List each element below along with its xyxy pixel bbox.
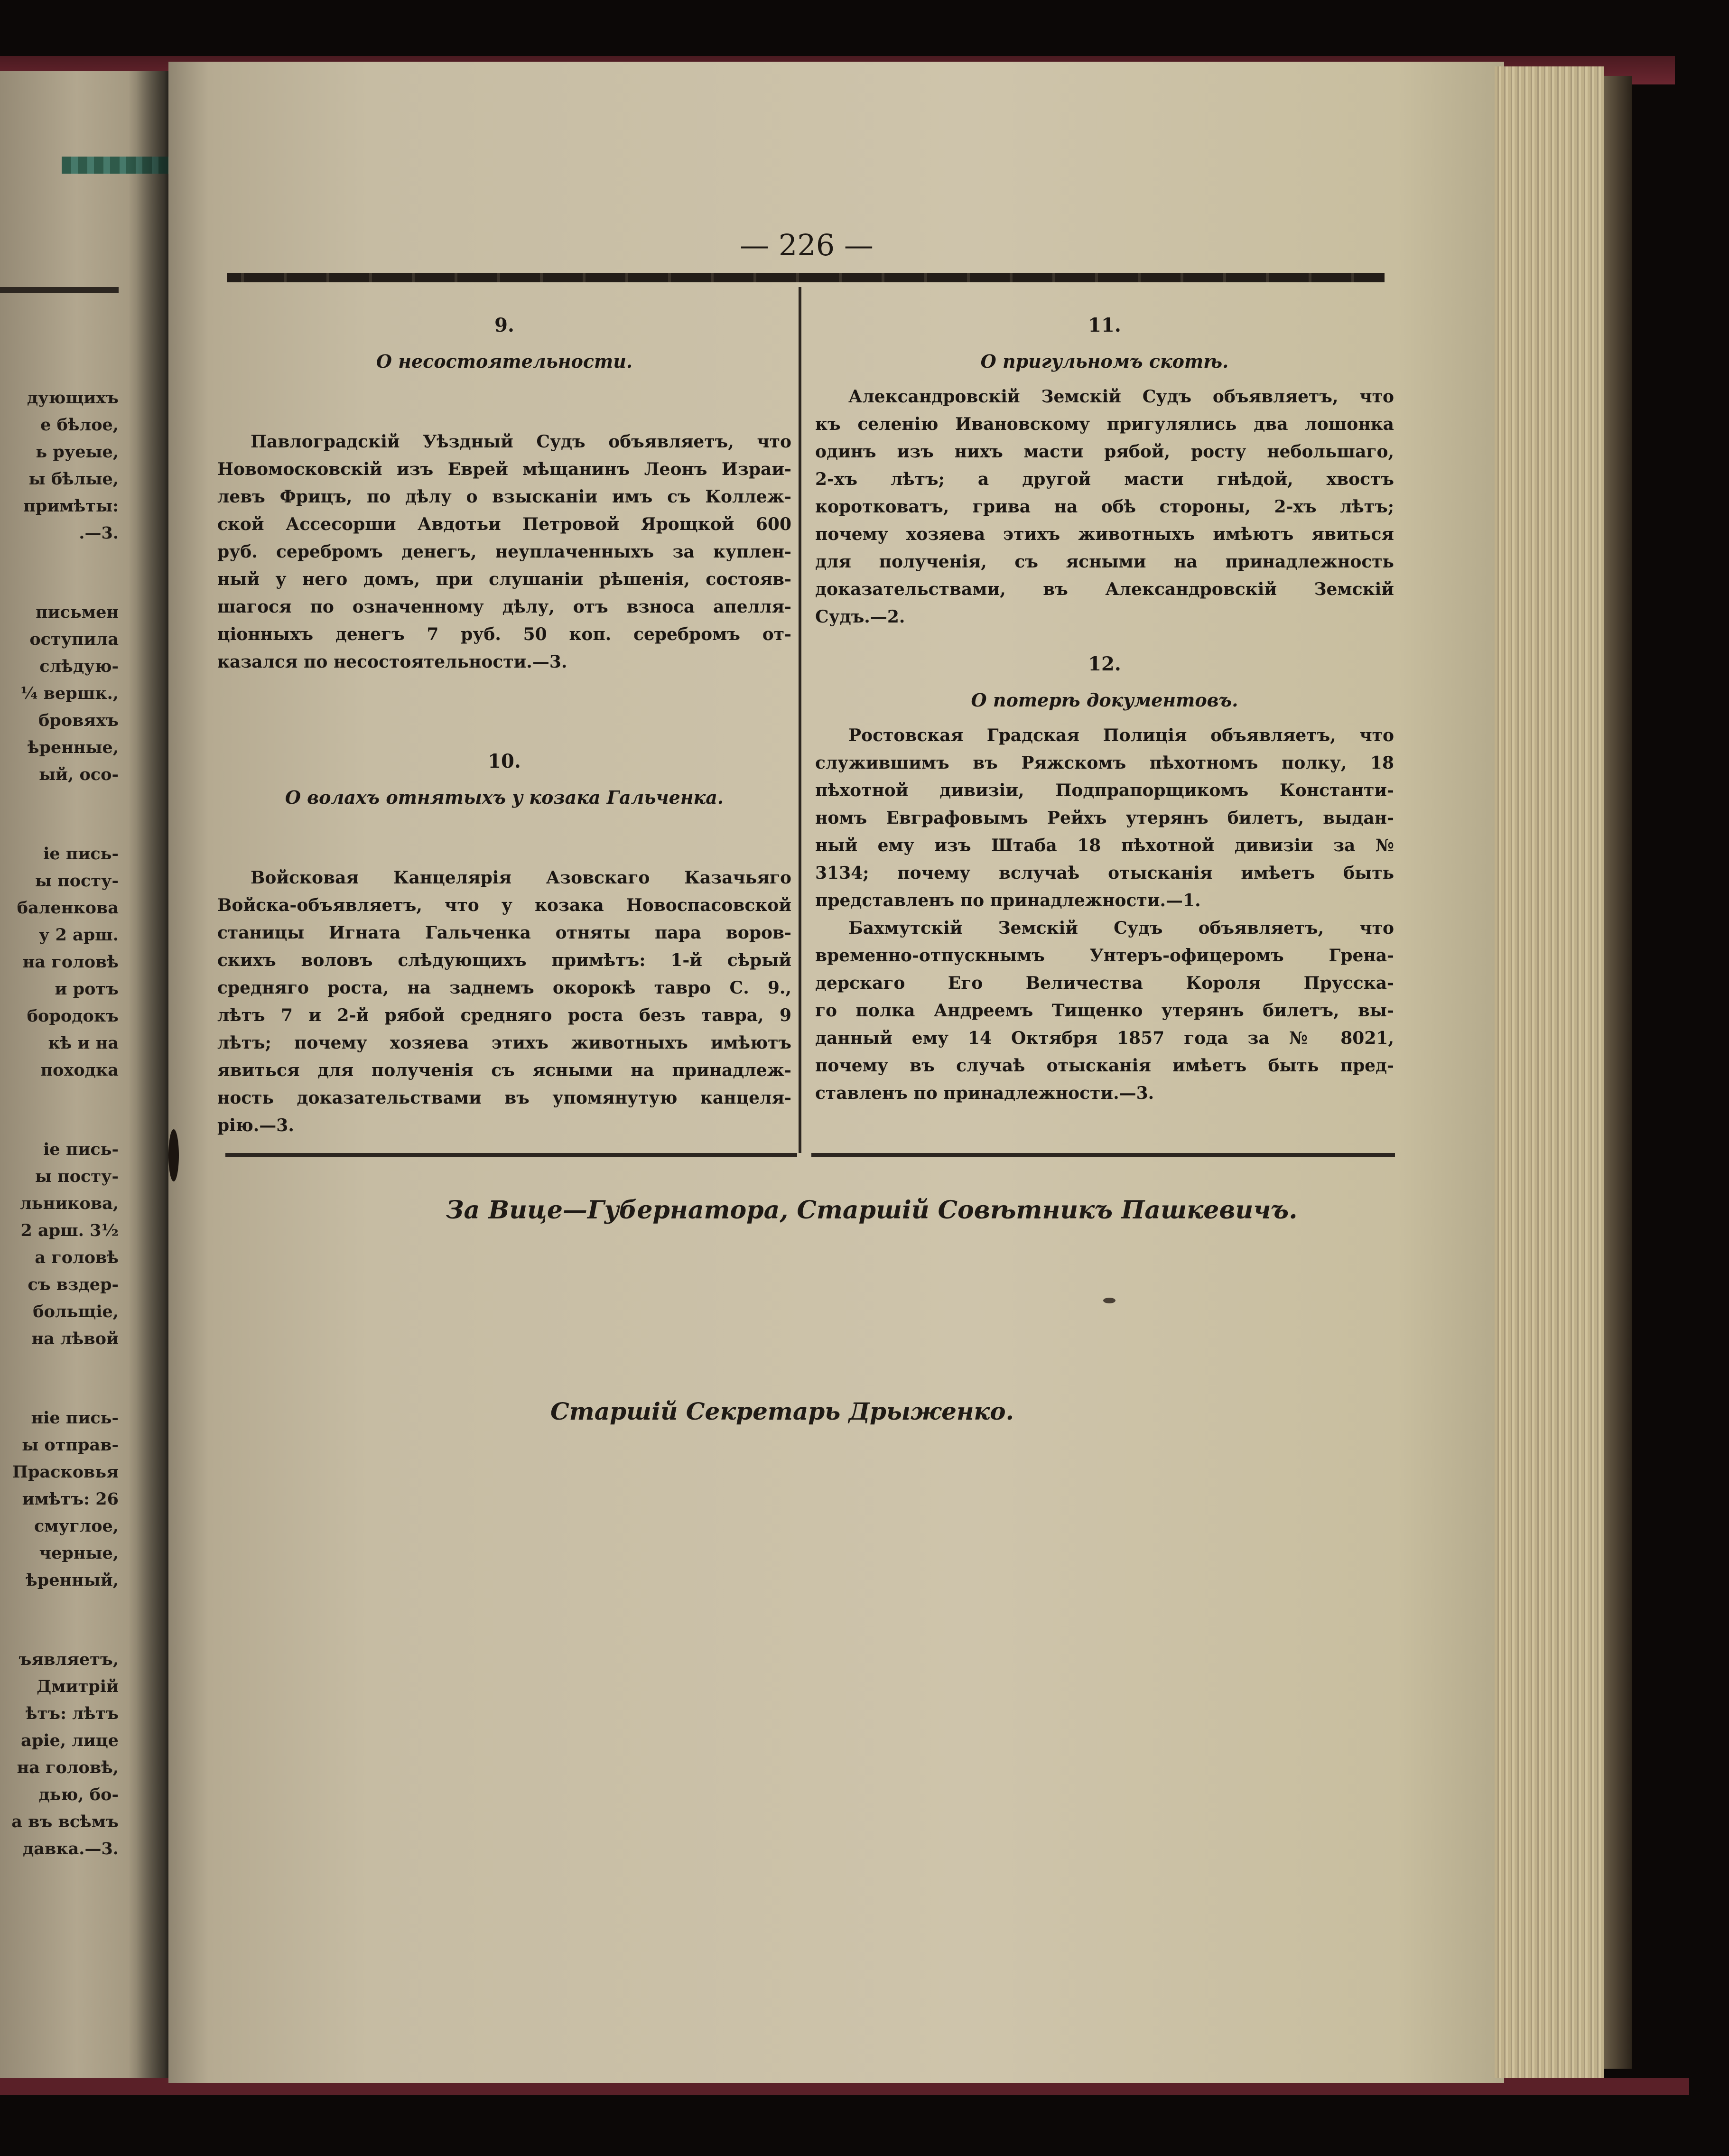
paragraph-gap <box>0 1084 119 1136</box>
text-line: Войсковая Канцелярія Азовскаго Казачьяго <box>251 868 791 888</box>
left-page-line: на лѣвой <box>31 1329 119 1348</box>
left-page-line: а головѣ <box>35 1248 119 1267</box>
left-page-line: іе пись- <box>43 1140 119 1159</box>
left-page-line: ніе пись- <box>31 1408 119 1428</box>
text-line: го полка Андреемъ Тищенко утерянъ билетъ, вы- <box>815 1001 1394 1021</box>
left-page-line: ы посту- <box>35 871 119 891</box>
left-column <box>217 311 791 1139</box>
left-page-line: дью, бо- <box>38 1785 119 1804</box>
section-11-text <box>815 383 1394 631</box>
text-line: ціонныхъ денегъ 7 руб. 50 коп. серебромъ от- <box>217 624 791 644</box>
left-page-line: ъявляетъ, <box>19 1650 119 1669</box>
header-rule <box>227 273 1385 282</box>
left-page-line: Прасковья <box>12 1462 119 1482</box>
text-line: скихъ воловъ слѣдующихъ примѣтъ: 1-й сѣрый <box>217 950 791 970</box>
paragraph-gap <box>0 788 119 840</box>
left-page-line: ѣренные, <box>27 738 119 757</box>
text-line: доказательствами, въ Александровскій Земскій <box>815 579 1394 599</box>
text-line: одинъ изъ нихъ масти рябой, росту небольшаго, <box>815 442 1394 462</box>
left-page-line: черные, <box>39 1543 119 1563</box>
left-page-line: больщіе, <box>33 1302 119 1321</box>
left-page-line: примѣты: <box>23 496 119 516</box>
text-line: дерскаго Его Величества Короля Прусска- <box>815 973 1394 993</box>
left-page-line: ѣтъ: лѣтъ <box>25 1704 119 1723</box>
text-line: казался по несостоятельности.—3. <box>217 652 567 672</box>
text-line: средняго роста, на заднемъ окорокѣ тавро С. 9., <box>217 978 791 998</box>
text-line: представленъ по принадлежности.—1. <box>815 891 1201 911</box>
ink-spot <box>1103 1298 1115 1303</box>
text-line: пѣхотной дивизіи, Подпрапорщикомъ Константи- <box>815 781 1394 800</box>
text-line: 2-хъ лѣтъ; а другой масти гнѣдой, хвостъ <box>815 469 1394 489</box>
text-line: руб. серебромъ денегъ, неуплаченныхъ за куплен- <box>217 542 791 562</box>
left-page-line: давка.—3. <box>22 1839 119 1859</box>
text-line: къ селенію Ивановскому пригулялись два лошонка <box>815 414 1394 434</box>
left-page-line: оступила <box>29 630 119 649</box>
secretary-signature: Старшій Секретарь Дрыженко. <box>550 1397 1014 1425</box>
left-page-line: а въ всѣмъ <box>11 1812 119 1831</box>
section-number: 10. <box>488 750 521 772</box>
left-page-line: смуглое, <box>34 1516 119 1536</box>
text-line: Ростовская Градская Полиція объявляетъ, что <box>848 725 1394 745</box>
page-number: — 226 — <box>740 228 874 262</box>
left-page-line: ы посту- <box>35 1167 119 1186</box>
text-line: шагося по означенному дѣлу, отъ взноса апелля- <box>217 597 791 617</box>
left-page-line: письмен <box>36 603 119 622</box>
left-page-line: кѣ и на <box>48 1033 119 1053</box>
bottom-rule-left <box>225 1153 797 1157</box>
section-9-text <box>217 428 791 676</box>
text-line: Павлоградскій Уѣздный Судъ объявляетъ, что <box>251 432 791 452</box>
left-page-line: имѣтъ: 26 <box>22 1489 119 1509</box>
text-line: почему въ случаѣ отысканія имѣетъ быть пред- <box>815 1056 1394 1076</box>
section-number: 12. <box>1088 653 1121 675</box>
left-page-line: .—3. <box>79 523 119 543</box>
left-page-line: слѣдую- <box>39 657 119 676</box>
text-line: станицы Игната Гальченка отняты пара воров- <box>217 923 791 943</box>
text-line: ный ему изъ Штаба 18 пѣхотной дивизіи за № <box>815 836 1394 855</box>
right-column <box>815 311 1394 1107</box>
section-title: О пригульномъ скотѣ. <box>980 351 1229 372</box>
left-page-line: дующихъ <box>27 388 119 408</box>
text-line: для полученія, съ ясными на принадлежность <box>815 552 1394 572</box>
left-page-shadow <box>128 71 171 2078</box>
left-page-line: ый, осо- <box>39 765 119 784</box>
left-page-line: ы бѣлые, <box>28 469 119 489</box>
text-line: левъ Фрицъ, по дѣлу о взысканіи имъ съ Коллеж- <box>217 487 791 507</box>
section-12-text-1 <box>815 722 1394 914</box>
left-page-line: льникова, <box>20 1194 119 1213</box>
text-line: служившимъ въ Ряжскомъ пѣхотномъ полку, 18 <box>815 753 1394 773</box>
text-line: ставленъ по принадлежности.—3. <box>815 1083 1154 1103</box>
section-number: 9. <box>494 314 514 336</box>
text-line: 3134; почему вслучаѣ отысканія имѣетъ быть <box>815 863 1394 883</box>
left-page-line: е бѣлое, <box>40 415 119 435</box>
left-page-line: и ротъ <box>55 979 119 999</box>
text-line: лѣтъ; почему хозяева этихъ животныхъ имѣютъ <box>217 1033 791 1053</box>
left-page-line: на головѣ, <box>17 1758 119 1777</box>
vice-governor-signature: За Вице—Губернатора, Старшій Совѣтникъ Пашкевичъ. <box>446 1196 1298 1225</box>
book-cover-edge <box>1604 76 1632 2069</box>
left-page-line: ы отправ- <box>22 1435 119 1455</box>
text-line: данный ему 14 Октября 1857 года за № 8021, <box>815 1028 1394 1048</box>
section-number: 11. <box>1088 314 1121 336</box>
section-12-text-2 <box>815 914 1394 1107</box>
left-page-line: у 2 арш. <box>38 925 119 945</box>
left-page-text <box>0 384 119 1862</box>
text-line: почему хозяева этихъ животныхъ имѣютъ явиться <box>815 524 1394 544</box>
text-line: номъ Евграфовымъ Рейхъ утерянъ билетъ, выдан- <box>815 808 1394 828</box>
left-page-line: 2 арш. 3½ <box>20 1221 119 1240</box>
text-line: явиться для полученія съ ясными на принадлеж- <box>217 1060 791 1080</box>
text-line: Бахмутскій Земскій Судъ объявляетъ, что <box>848 918 1394 938</box>
left-page-line: іе пись- <box>43 844 119 864</box>
section-10-text <box>217 864 791 1139</box>
section-title: О волахъ отнятыхъ у козака Гальченка. <box>285 787 724 808</box>
text-line: ный у него домъ, при слушаніи рѣшенія, состояв- <box>217 569 791 589</box>
left-page-line: баленкова <box>17 898 119 918</box>
paragraph-gap <box>0 1594 119 1646</box>
text-line: лѣтъ 7 и 2-й рябой средняго роста безъ тавра, 9 <box>217 1005 791 1025</box>
left-page-line: бровяхъ <box>38 711 119 730</box>
section-title: О потерѣ документовъ. <box>971 689 1238 711</box>
left-page-line: ѣренный, <box>26 1571 119 1590</box>
text-line: Судъ.—2. <box>815 607 905 627</box>
left-page-line: съ вздер- <box>28 1275 119 1294</box>
paragraph-gap <box>0 547 119 599</box>
text-line: Войска-объявляетъ, что у козака Новоспасовской <box>217 895 791 915</box>
left-page-line: походка <box>40 1060 119 1080</box>
left-page-line: аріе, лице <box>21 1731 119 1750</box>
left-page-line: бородокъ <box>27 1006 119 1026</box>
bottom-rule-right <box>811 1153 1395 1157</box>
left-page-rule <box>0 287 119 293</box>
column-divider <box>799 287 801 1153</box>
section-title: О несостоятельности. <box>376 351 633 372</box>
left-page-line: на головѣ <box>22 952 119 972</box>
text-line: коротковатъ, грива на обѣ стороны, 2-хъ лѣтъ; <box>815 497 1394 517</box>
text-line: ность доказательствами въ упомянутую канцеля- <box>217 1088 791 1108</box>
paragraph-gap <box>0 1352 119 1404</box>
text-line: ской Ассесорши Авдотьи Петровой Ярощкой 600 <box>217 514 791 534</box>
binding-hole <box>168 1129 179 1181</box>
text-line: рію.—3. <box>217 1115 294 1135</box>
left-page-line: ь руеые, <box>36 442 119 462</box>
text-line: временно-отпускнымъ Унтеръ-офицеромъ Грена- <box>815 946 1394 966</box>
page-edges <box>1495 66 1604 2078</box>
left-page-line: ¼ вершк., <box>20 684 119 703</box>
text-line: Александровскій Земскій Судъ объявляетъ, что <box>848 387 1394 407</box>
left-page-line: Дмитрій <box>37 1677 119 1696</box>
left-page <box>0 71 171 2078</box>
text-line: Новомосковскій изъ Еврей мѣщанинъ Леонъ Израи- <box>217 459 791 479</box>
